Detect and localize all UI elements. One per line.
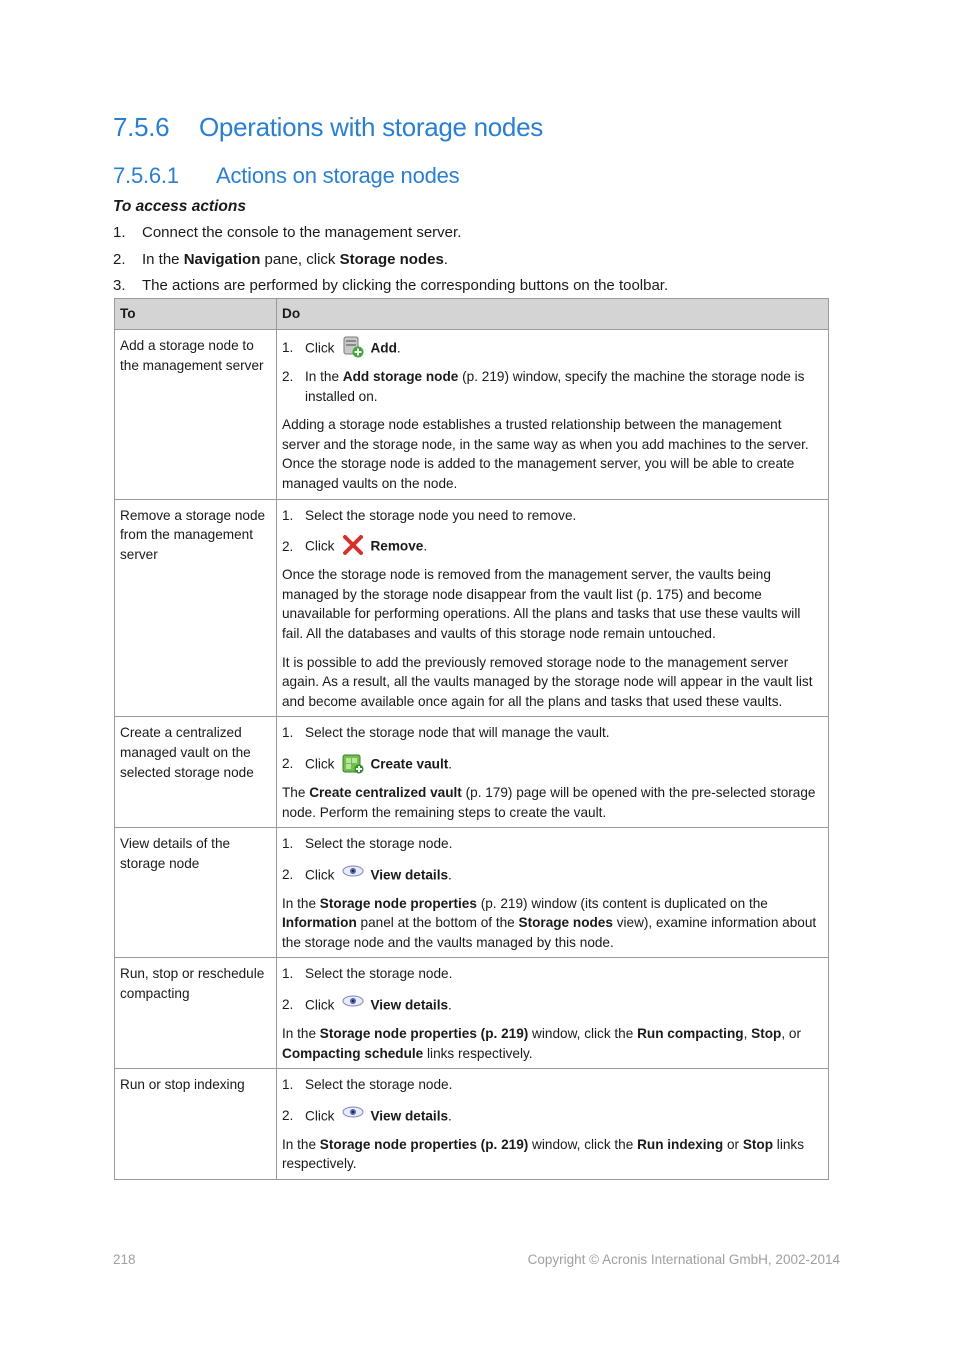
instruction-item: 2. Click Remove. (282, 534, 823, 556)
column-header-do: Do (277, 299, 829, 330)
instruction-note: In the Storage node properties (p. 219) window, click the Run compacting, Stop, or Compacting schedule links respectively. (282, 1026, 801, 1061)
table-row (115, 717, 829, 828)
instruction-note: The Create centralized vault (p. 179) page will be opened with the pre-selected storage node. Perform the remaining steps to create the vault. (282, 784, 816, 820)
procedure-steps (113, 224, 668, 304)
subsection-number: 7.5.6.1 (113, 163, 179, 188)
action-instructions (277, 1069, 829, 1180)
action-name: View details of the storage node (115, 828, 277, 958)
instruction-item: 1. Select the storage node. (282, 1077, 453, 1093)
instruction-item: 1. Click Add. (282, 336, 823, 358)
subsection-title: Actions on storage nodes (216, 163, 460, 188)
actions-table (114, 298, 829, 1180)
instruction-item: 2. Click View details. (282, 863, 823, 885)
procedure-title: To access actions (113, 198, 246, 215)
table-row (115, 330, 829, 500)
instruction-note: In the Storage node properties (p. 219) window (its content is duplicated on the Information panel at the bottom of the Storage nodes view), examine information about the storage node and the vaults managed by this node. (282, 895, 817, 950)
instruction-note: Adding a storage node establishes a trusted relationship between the management server and the storage node, in the same way as when you add machines to the server. Once the storage node is added to the management server, you will be able to create managed vaults on the node. (282, 417, 809, 491)
action-name: Create a centralized managed vault on the selected storage node (115, 717, 277, 828)
view-details-icon (342, 993, 364, 1015)
instruction-item: 1. Select the storage node. (282, 966, 453, 982)
instruction-note: It is possible to add the previously removed storage node to the management server again. As a result, all the vaults managed by the storage node will appear in the vault list and become available once again for all the plans and tasks that used these vaults. (282, 654, 813, 709)
table-row (115, 499, 829, 717)
instruction-note: Once the storage node is removed from the management server, the vaults being managed by the storage node disappear from the vault list (p. 175) and become unavailable for performing operations. All the plans and tasks that use these vaults will fail. All the databases and vaults of this storage node remain untouched. (282, 567, 801, 641)
table-row (115, 1069, 829, 1180)
action-instructions (277, 499, 829, 717)
action-instructions (277, 958, 829, 1069)
action-instructions (277, 828, 829, 958)
action-name: Run, stop or reschedule compacting (115, 958, 277, 1069)
view-details-icon (342, 863, 364, 885)
instruction-item: 2. Click View details. (282, 1104, 823, 1126)
add-storage-node-icon (342, 336, 364, 358)
action-name: Run or stop indexing (115, 1069, 277, 1180)
instruction-note: In the Storage node properties (p. 219) window, click the Run indexing or Stop links respectively. (282, 1136, 804, 1172)
instruction-item: 2. Click View details. (282, 993, 823, 1015)
section-heading (113, 112, 543, 143)
instruction-item: 2. Click Create vault. (282, 752, 823, 774)
instruction-item: 1. Select the storage node. (282, 836, 453, 852)
remove-icon (342, 534, 364, 556)
action-name: Add a storage node to the management server (115, 330, 277, 500)
action-instructions (277, 330, 829, 500)
page-number: 218 (113, 1252, 136, 1267)
create-vault-icon (342, 752, 364, 774)
subsection-heading (113, 163, 459, 189)
section-title: Operations with storage nodes (199, 112, 543, 142)
action-instructions (277, 717, 829, 828)
instruction-item: 2. In the Add storage node (p. 219) window, specify the machine the storage node is installed on. (282, 369, 805, 404)
column-header-to: To (115, 299, 277, 330)
view-details-icon (342, 1104, 364, 1126)
section-number: 7.5.6 (113, 112, 170, 142)
procedure-step: 1. Connect the console to the management server. (113, 224, 462, 241)
instruction-item: 1. Select the storage node you need to remove. (282, 507, 577, 523)
instruction-item: 1. Select the storage node that will manage the vault. (282, 725, 610, 741)
procedure-step: 3. The actions are performed by clicking the corresponding buttons on the toolbar. (113, 277, 669, 294)
table-row (115, 958, 829, 1069)
table-header-row (115, 299, 829, 330)
copyright-notice: Copyright © Acronis International GmbH, 2002-2014 (527, 1252, 840, 1267)
procedure-step: 2. In the Navigation pane, click Storage nodes. (113, 250, 448, 268)
table-row (115, 828, 829, 958)
action-name: Remove a storage node from the management server (115, 499, 277, 717)
